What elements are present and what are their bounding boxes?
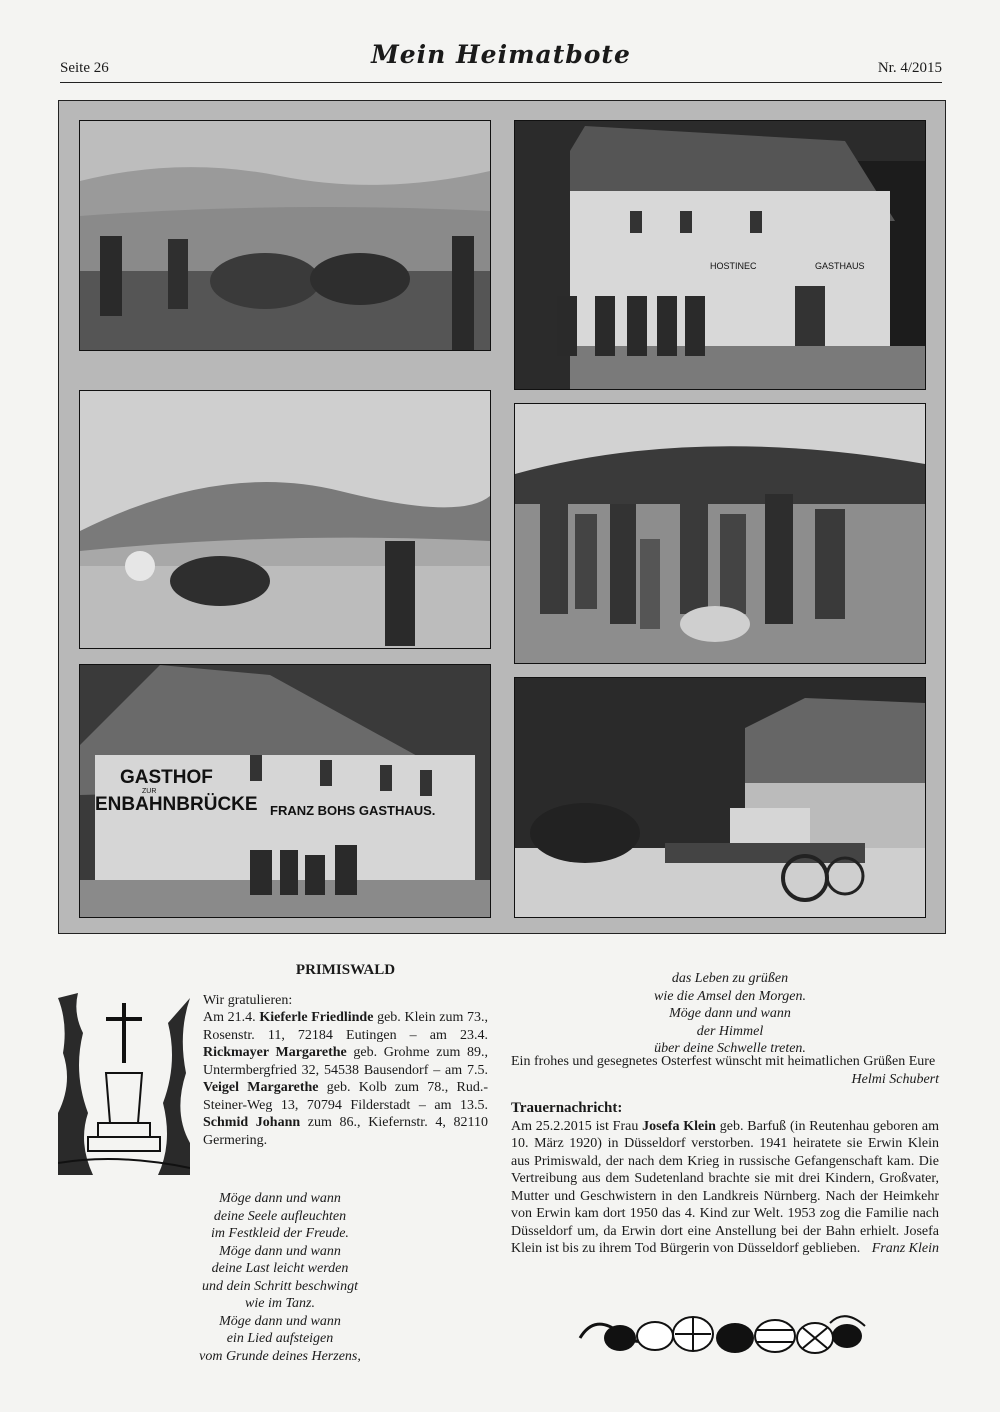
- photo-sign-franz-bohs: FRANZ BOHS GASTHAUS.: [270, 803, 436, 818]
- page-number: Seite 26: [60, 60, 109, 76]
- birthday-details: geb. Kolb zum 78., Rud.-Steiner-Weg 13, 70794 Filderstadt – am 13.5.: [203, 1080, 488, 1113]
- obituary-signature: Franz Klein: [871, 1241, 939, 1256]
- birthday-details: geb. Klein zum 73., Rosenstr. 11, 72184 Eutingen – am 23.4.: [203, 1010, 489, 1043]
- header-rule: [60, 82, 942, 83]
- easter-greeting: [511, 1053, 939, 1088]
- obituary-title: Trauernachricht:: [511, 1100, 623, 1116]
- photo-sign-bruecke: ENBAHNBRÜCKE: [95, 794, 258, 815]
- issue-number: Nr. 4/2015: [877, 60, 942, 76]
- birthday-prefix: Am 21.4.: [203, 1010, 260, 1025]
- birthday-name: Kieferle Friedlinde: [259, 1010, 374, 1025]
- photo-sign-gasthaus: GASTHAUS: [815, 261, 865, 271]
- congratulations-intro: Wir gratulieren:: [203, 992, 293, 1008]
- obituary-intro: Am 25.2.2015 ist Frau: [511, 1118, 643, 1134]
- photo-gasthaus-building: [514, 120, 926, 390]
- birthday-column: [203, 962, 488, 1149]
- photo-sign-hostinec: HOSTINEC: [710, 261, 757, 271]
- crucifix-illustration: [58, 993, 190, 1175]
- birthday-details: zum 86., Kiefernstr. 4, 82110 Germering.: [203, 1115, 488, 1148]
- photo-panel: [58, 100, 946, 934]
- photo-cow-field: [79, 390, 491, 649]
- photo-sign-gasthof: GASTHOF: [120, 767, 213, 788]
- photo-horse-cart: [514, 677, 926, 918]
- birthday-name: Schmid Johann: [203, 1115, 301, 1130]
- birthday-name: Rickmayer Margarethe: [203, 1045, 347, 1060]
- greeting-signature: Helmi Schubert: [851, 1071, 939, 1087]
- birthday-name: Veigel Margarethe: [203, 1080, 319, 1095]
- greeting-text: Ein frohes und gesegnetes Osterfest wünscht mit heimatlichen Grüßen Eure: [511, 1054, 936, 1069]
- poem-right: das Leben zu grüßen wie die Amsel den Morgen. Möge dann und wann der Himmel über deine Schwelle treten.: [653, 971, 807, 1056]
- section-title-primiswald: PRIMISWALD: [295, 962, 396, 978]
- photo-sign-zur: ZUR: [142, 788, 157, 795]
- obituary-name: Josefa Klein: [642, 1118, 716, 1134]
- page-header: [60, 40, 942, 84]
- birthday-list: [203, 1009, 488, 1149]
- photo-harvest-group: [514, 403, 926, 664]
- masthead-logo: Mein Heimatbote: [371, 40, 631, 69]
- easter-eggs-ornament: [575, 1308, 870, 1358]
- photo-plowing-oxen: [79, 120, 491, 351]
- poem-left: Möge dann und wann deine Seele aufleuchten im Festkleid der Freude. Möge dann und wann deine Last leicht werden und dein Schritt beschwingt wie im Tanz. Möge dann und wann ein Lied aufsteigen vom Grunde deines Herzens,: [199, 1191, 361, 1364]
- obituary: [511, 1100, 939, 1258]
- birthday-details: geb. Grohme zum 89., Untermbergfried 32, 54538 Bausendorf – am 7.5.: [203, 1045, 488, 1078]
- photo-gasthof-bruecke: [79, 664, 491, 918]
- obituary-body: geb. Barfuß (in Reutenhau geboren am 10. März 1920) in Düsseldorf verstorben. 1941 heiratete sie Erwin Klein aus Primiswald, der nach dem Krieg in russische Gefangenschaft kam. Die Vertreibung aus dem Sudetenland brachte sie mit drei Kindern, Großvater, Mutter und Geschwistern in den Landkreis Nürnberg. Nach der Heimkehr von Erwin kam dort 1950 das 4. Kind zur Welt. 1953 zog die Familie nach Düsseldorf um, da Erwin dort eine Anstellung bei der Bahn erhielt. Josefa Klein ist bis zu ihrem Tod Bürgerin von Düsseldorf geblieben.: [511, 1118, 939, 1256]
